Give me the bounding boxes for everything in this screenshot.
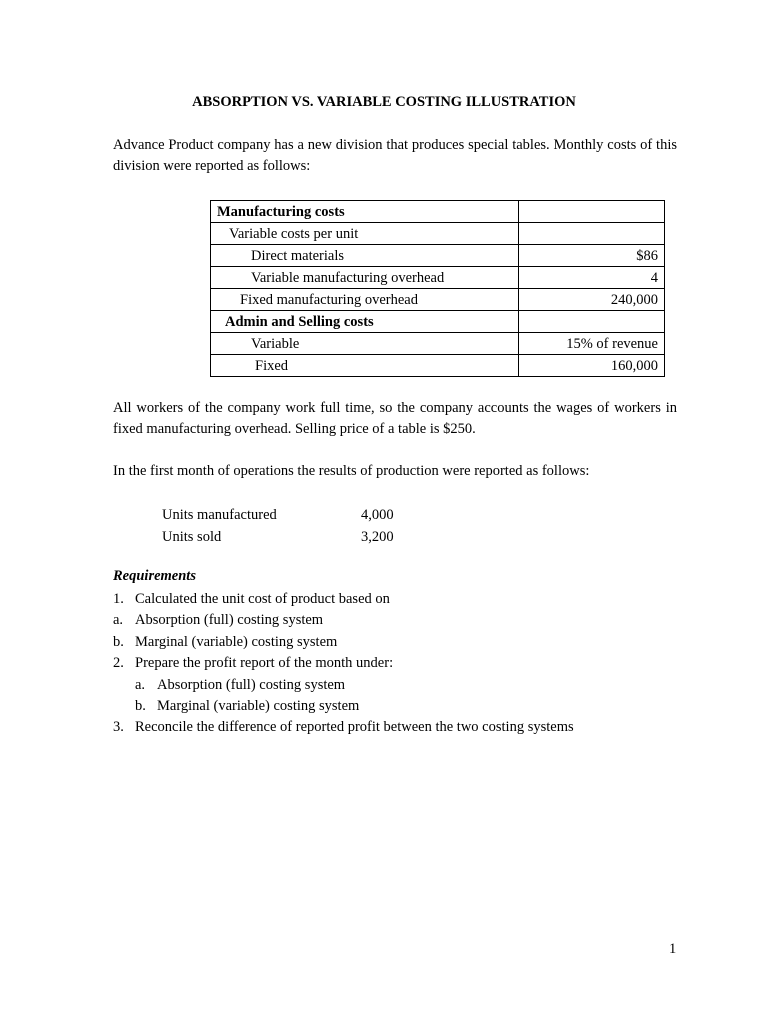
table-row: [211, 355, 665, 377]
list-item: [113, 696, 574, 717]
list-text: Marginal (variable) costing system: [135, 633, 338, 650]
list-item: [113, 632, 574, 653]
table-row: [211, 223, 665, 245]
row-label: Variable manufacturing overhead: [211, 267, 519, 289]
production-label: Units manufactured: [162, 507, 277, 523]
requirements-heading: Requirements: [113, 568, 196, 584]
row-value: 240,000: [519, 289, 665, 311]
row-value: [519, 223, 665, 245]
requirements-list: [113, 589, 574, 739]
list-marker: 2.: [113, 655, 124, 672]
table-row: [211, 267, 665, 289]
list-text: Prepare the profit report of the month under:: [135, 655, 394, 672]
row-label: Admin and Selling costs: [211, 311, 519, 333]
table-row: [211, 311, 665, 333]
page-number: 1: [669, 941, 677, 957]
intro-paragraph: Advance Product company has a new division that produces special tables. Monthly costs of this division were reported as follows:: [113, 137, 677, 174]
list-text: Calculated the unit cost of product based on: [135, 591, 390, 607]
row-label: Variable: [211, 333, 519, 355]
table-row: [211, 333, 665, 355]
list-item: [113, 610, 574, 631]
row-label: Manufacturing costs: [211, 201, 519, 223]
row-label: Direct materials: [211, 245, 519, 267]
list-item: [113, 653, 574, 674]
first-month-paragraph: In the first month of operations the results of production were reported as follows:: [113, 463, 590, 479]
list-marker: a.: [135, 676, 146, 693]
table-row: [211, 289, 665, 311]
production-label: Units sold: [162, 529, 222, 545]
list-marker: 1.: [113, 591, 124, 607]
list-marker: b.: [113, 633, 124, 650]
row-value: 160,000: [519, 355, 665, 377]
production-row: [162, 526, 394, 548]
row-value: [519, 201, 665, 223]
row-label: Fixed: [211, 355, 519, 377]
row-value: 15% of revenue: [519, 333, 665, 355]
row-value: 4: [519, 267, 665, 289]
list-text: Absorption (full) costing system: [135, 612, 324, 629]
list-marker: a.: [113, 612, 124, 629]
row-value: [519, 311, 665, 333]
production-results: [162, 504, 394, 548]
list-marker: 3.: [113, 719, 124, 736]
production-value: 3,200: [361, 529, 394, 545]
cost-table: [210, 200, 665, 377]
row-label: Variable costs per unit: [211, 223, 519, 245]
document-title: ABSORPTION VS. VARIABLE COSTING ILLUSTRATION: [192, 94, 576, 110]
list-marker: b.: [135, 698, 146, 715]
list-item: [113, 675, 574, 696]
table-row: [211, 201, 665, 223]
list-text: Reconcile the difference of reported profit between the two costing systems: [135, 719, 574, 736]
table-row: [211, 245, 665, 267]
production-value: 4,000: [361, 507, 394, 523]
workers-paragraph: All workers of the company work full time, so the company accounts the wages of workers in fixed manufacturing overhead. Selling price of a table is $250.: [113, 400, 677, 437]
list-text: Marginal (variable) costing system: [157, 698, 360, 715]
list-item: [113, 717, 574, 738]
list-text: Absorption (full) costing system: [157, 676, 346, 693]
row-label: Fixed manufacturing overhead: [211, 289, 519, 311]
row-value: $86: [519, 245, 665, 267]
list-item: [113, 589, 574, 610]
production-row: [162, 504, 394, 526]
